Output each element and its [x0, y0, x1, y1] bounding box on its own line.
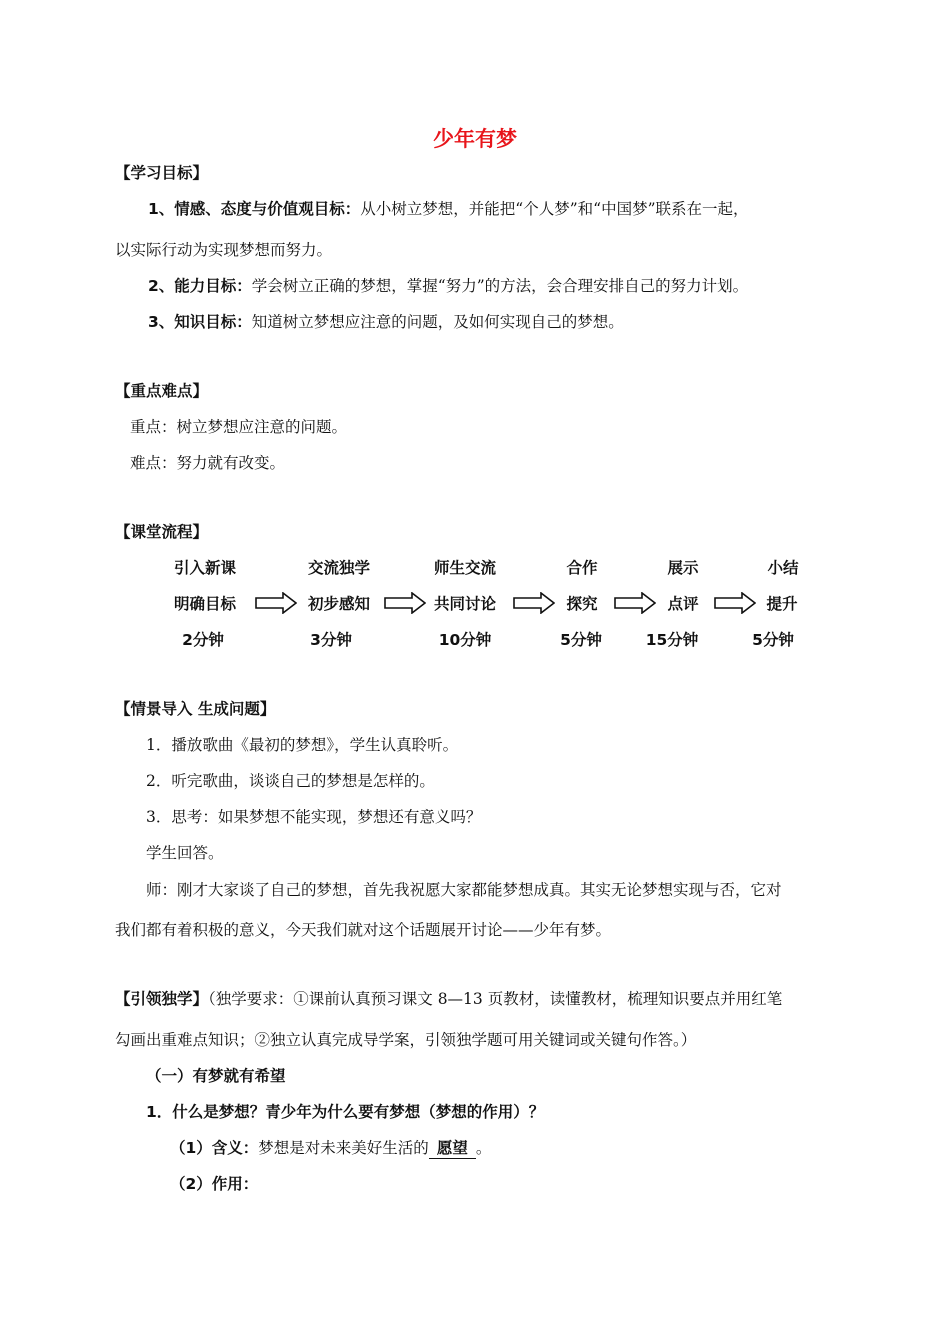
objective-2-label: 2、能力目标： [148, 277, 252, 295]
objective-3 [148, 312, 624, 332]
flow-step-2-line2: 初步感知 [307, 595, 370, 613]
objective-2-text: 学会树立正确的梦想，掌握“努力”的方法，会合理安排自己的努力计划。 [251, 277, 749, 295]
flow-step-3-line2: 共同讨论 [433, 595, 496, 613]
meaning-line [170, 1138, 491, 1159]
objectives-heading: 【学习目标】 [115, 164, 209, 182]
objective-3-text: 知道树立梦想应注意的问题，及如何实现自己的梦想。 [251, 313, 624, 331]
meaning-answer: 愿望 [429, 1138, 476, 1159]
question-1: 1．什么是梦想？青少年为什么要有梦想（梦想的作用）？ [146, 1103, 545, 1121]
objective-1 [148, 199, 749, 219]
teacher-line-2: 我们都有着积极的意义，今天我们就对这个话题展开讨论——少年有梦。 [115, 921, 612, 939]
flow-step-1-line2: 明确目标 [173, 595, 236, 613]
intro-item-3: 3．思考：如果梦想不能实现，梦想还有意义吗？ [146, 808, 482, 826]
flow-step-6-line1: 小结 [767, 559, 799, 577]
flow-step-3-time: 10分钟 [438, 631, 492, 649]
intro-answer: 学生回答。 [146, 844, 224, 862]
teacher-line-1: 师：刚才大家谈了自己的梦想，首先我祝愿大家都能梦想成真。其实无论梦想实现与否，它对 [146, 881, 782, 899]
flow-step-2-time: 3分钟 [310, 631, 352, 649]
intro-heading: 【情景导入 生成问题】 [115, 700, 276, 718]
flow-arrow-icon [384, 592, 426, 614]
flow-step-2-line1: 交流独学 [307, 559, 370, 577]
meaning-end: 。 [475, 1139, 492, 1157]
objective-1-continued: 以实际行动为实现梦想而努力。 [115, 241, 333, 259]
flow-arrow-icon [255, 592, 297, 614]
intro-item-2: 2．听完歌曲，谈谈自己的梦想是怎样的。 [146, 772, 435, 790]
objective-1-label: 1、情感、态度与价值观目标： [148, 200, 361, 218]
self-study-requirement-2: 勾画出重难点知识；②独立认真完成导学案，引领独学题可用关键词或关键句作答。） [115, 1031, 697, 1049]
meaning-label: （1）含义： [170, 1139, 259, 1157]
flow-step-6-line2: 提升 [766, 595, 798, 613]
intro-item-1: 1．播放歌曲《最初的梦想》，学生认真聆听。 [146, 736, 459, 754]
self-study-line-1 [115, 989, 782, 1009]
flow-step-1-line1: 引入新课 [173, 559, 236, 577]
flow-arrow-icon [513, 592, 555, 614]
objective-3-label: 3、知识目标： [148, 313, 252, 331]
key-points-heading: 【重点难点】 [115, 382, 209, 400]
flow-arrow-icon [614, 592, 656, 614]
section-heading: （一）有梦就有希望 [146, 1067, 286, 1085]
flow-step-5-line2: 点评 [667, 595, 699, 613]
flow-arrow-icon [714, 592, 756, 614]
flow-step-6-time: 5分钟 [752, 631, 794, 649]
effect-label: （2）作用： [170, 1175, 259, 1193]
meaning-text: 梦想是对未来美好生活的 [258, 1139, 429, 1157]
flow-step-1-time: 2分钟 [182, 631, 224, 649]
self-study-requirement-1: （独学要求：①课前认真预习课文 8—13 页教材，读懂教材，梳理知识要点并用红笔 [208, 990, 783, 1008]
flow-step-5-line1: 展示 [667, 559, 699, 577]
self-study-heading: 【引领独学】 [115, 990, 209, 1008]
objective-2 [148, 276, 748, 296]
page-title: 少年有梦 [433, 127, 517, 151]
key-point: 重点：树立梦想应注意的问题。 [130, 418, 348, 436]
flow-step-3-line1: 师生交流 [433, 559, 496, 577]
flow-step-4-time: 5分钟 [560, 631, 602, 649]
flow-step-4-line1: 合作 [566, 559, 598, 577]
flow-step-5-time: 15分钟 [645, 631, 699, 649]
objective-1-text: 从小树立梦想，并能把“个人梦”和“中国梦”联系在一起， [360, 200, 749, 218]
difficulty-point: 难点：努力就有改变。 [130, 454, 286, 472]
flow-heading: 【课堂流程】 [115, 523, 209, 541]
flow-step-4-line2: 探究 [566, 595, 598, 613]
